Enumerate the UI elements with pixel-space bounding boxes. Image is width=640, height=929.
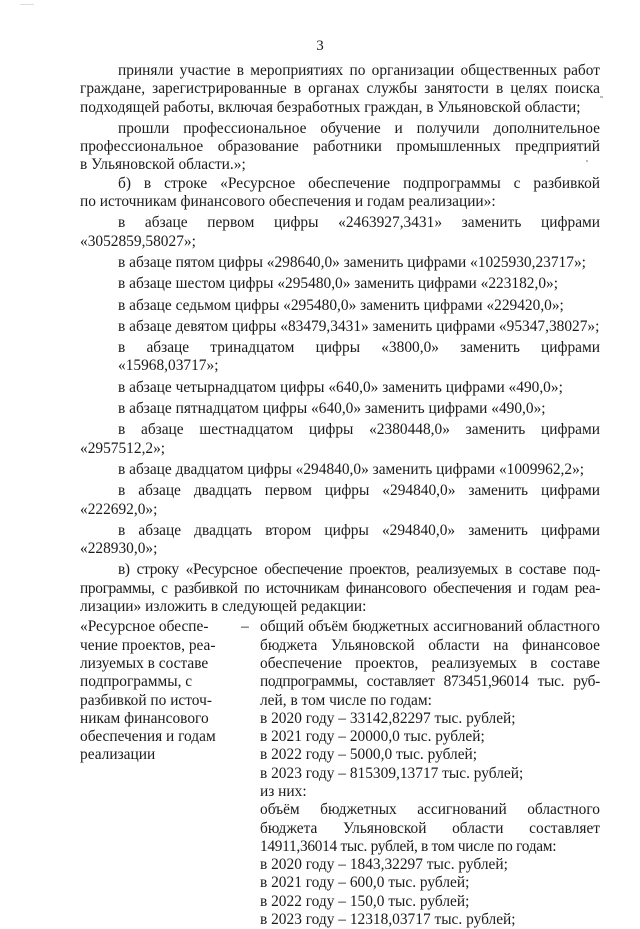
para-v-line2: программы, с разбивкой по источникам финансового обеспечения и годам реа- [80,579,600,597]
right-line: подпрограммы, составляет 873451,96014 тыс. руб- [260,673,600,691]
left-line: никам финансового [80,709,209,727]
para-b-line2: по источникам финансового обеспечения и годам реализации»: [80,193,496,211]
right-line: бюджета Ульяновской области составляет [260,819,600,837]
table-left-cell [80,618,230,929]
resource-table [80,618,600,929]
para-a22-line1: в абзаце двадцать втором цифры «294840,0» заменить цифрами [118,521,600,539]
para-p2-line1: прошли профессиональное обучение и получили дополнительное [118,119,600,137]
para-a1-line1: в абзаце первом цифры «2463927,3431» заменить цифрами [118,214,600,232]
scan-speck [600,96,603,98]
right-line: в 2021 году – 600,0 тыс. рублей; [260,874,470,892]
right-line: обеспечение проектов, реализуемых в составе [260,654,600,672]
document-body [80,62,600,929]
right-line: в 2023 году – 815309,13717 тыс. рублей; [260,764,524,782]
table-right-cell [260,618,600,929]
para-a22-line2: «228930,0»; [80,540,158,558]
para-a15: в абзаце пятнадцатом цифры «640,0» заменить цифрами «490,0»; [118,400,546,418]
para-p1-line1: приняли участие в мероприятиях по организации общественных работ [118,62,600,79]
right-line: объём бюджетных ассигнований областного [260,801,600,819]
right-line: в 2020 году – 1843,32297 тыс. рублей; [260,856,508,874]
right-line: лей, в том числе по годам: [260,691,432,709]
left-line: подпрограммы, с [80,673,193,691]
para-p1-line3: подходящей работы, включая безработных граждан, в Ульяновской области; [80,98,581,116]
para-a20: в абзаце двадцатом цифры «294840,0» заменить цифрами «1009962,2»; [118,460,585,478]
left-line: «Ресурсное обеспе- [80,618,209,636]
para-a9: в абзаце девятом цифры «83479,3431» заменить цифрами «95347,38027»; [118,317,600,335]
left-line: реализации [80,746,156,764]
para-p1-line2: граждане, зарегистрированные в органах службы занятости в целях поиска [80,80,600,98]
para-p2-line2: профессиональное образование работники промышленных предприятий [80,138,600,156]
para-a1-line2: «3052859,58027»; [80,232,196,250]
left-line: разбивкой по источ- [80,691,212,709]
para-a13: в абзаце тринадцатом цифры «3800,0» заменить цифрами «15968,03717»; [118,339,600,375]
para-v-line1: в) строку «Ресурсное обеспечение проектов, реализуемых в составе под- [118,561,600,579]
right-line: 14911,36014 тыс. рублей, в том числе по годам: [260,837,557,855]
para-a21-line1: в абзаце двадцать первом цифры «294840,0» заменить цифрами [118,482,600,500]
para-v-line3: лизации» изложить в следующей редакции: [80,598,367,616]
right-line: в 2021 году – 20000,0 тыс. рублей; [260,728,485,746]
page-number: 3 [316,38,324,54]
left-line: чение проектов, реа- [80,636,216,654]
para-a21-line2: «222692,0»; [80,500,158,518]
para-a14: в абзаце четырнадцатом цифры «640,0» заменить цифрами «490,0»; [118,378,563,396]
table-dash: – [241,618,249,636]
right-line: из них: [260,782,307,800]
right-line: бюджета Ульяновской области на финансовое [260,636,600,654]
left-line: обеспечения и годам [80,728,216,746]
right-line: в 2022 году – 5000,0 тыс. рублей; [260,746,478,764]
para-a7: в абзаце седьмом цифры «295480,0» заменить цифрами «229420,0»; [118,296,564,314]
right-line: в 2020 году – 33142,82297 тыс. рублей; [260,709,516,727]
left-line: лизуемых в составе [80,654,209,672]
scan-speck [20,4,34,5]
para-a16-line2: «2957512,2»; [80,439,166,457]
right-line: общий объём бюджетных ассигнований областного [260,618,600,636]
right-line: в 2022 году – 150,0 тыс. рублей; [260,892,470,910]
para-b-line1: б) в строке «Ресурсное обеспечение подпрограммы с разбивкой [118,174,600,192]
para-a16-line1: в абзаце шестнадцатом цифры «2380448,0» заменить цифрами [118,421,600,439]
para-a6: в абзаце шестом цифры «295480,0» заменить цифрами «223182,0»; [118,275,559,293]
para-a5: в абзаце пятом цифры «298640,0» заменить цифрами «1025930,23717»; [118,253,586,271]
right-line: в 2023 году – 12318,03717 тыс. рублей; [260,911,516,929]
para-p2-line3: в Ульяновской области.»; [80,156,246,174]
scan-speck [586,160,588,162]
